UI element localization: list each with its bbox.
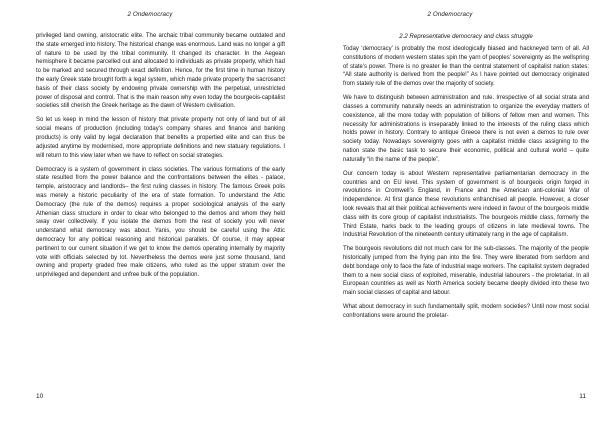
running-head: 2 Ondemocracy — [127, 11, 173, 18]
running-head: 2 Ondemocracy — [427, 11, 473, 18]
paragraph: Democracy is a system of government in class societies. The various formations of the early state resulted from the power balance and the confrontations between the elites - palace, temple, aristocracy and landlords– the first ruling classes in history. The famous Greek polis was merely a historic peculiarity of the era of state formation. To understand the Attic Democracy (the rule of the demos) requires a proper sociological analysis of the early Athenian class structure in order to clear who belonged to the demos and whom they held sway over collectively. If you isolate the demos from the rest of society you will never understand what democracy was about. Yanis, you should be careful using the Attic democracy for any political reasoning and historical parallels. Of course, it may appear pertinent to our current situation if we get to know the demos operating internally by majority vote with officials selected by lot. Nevertheless the demos were just some thousand, land owning and property graded free male citizens, who ruled as the upper stratum over the unprivileged and dependent and unfree bulk of the population. — [36, 166, 285, 279]
body-text — [343, 33, 589, 326]
paragraph: What about democracy in such fundamentally split, modern societies? Until now most social confrontations were around the proletar- — [343, 304, 589, 320]
paragraph: We have to distinguish between administration and rule. Irrespective of all social strata and classes a community naturally needs an administration to organize the everyday matters of coexistence, all the more today with population of billions of fellow men and women. This necessity for administrations is inseparably linked to the interests of the ruling class which holds power in history. Contrary to antique Greece there is not even a demos to rule over society today. Nowadays sovereignty goes with a capitalist middle class assigning to the nation state the basic task to secure their economic, political and cultural world – quite naturally “in the name of the people”. — [343, 95, 589, 163]
page-number: 10 — [36, 393, 44, 400]
paragraph: Today ‘democracy’ is probably the most ideologically biased and hackneyed term of all. All constitutions of modern western states spin the yarn of peoples’ sovereignty as the wellspring of state’s power. There is no greater lie than the central statement of capitalist nation states: “All state authority is derived from the people!” As I have pointed out democracy originated from stately rule of the demos over the majority of society. — [343, 46, 589, 88]
page-number: 11 — [579, 393, 586, 400]
body-text — [36, 32, 285, 285]
paragraph: Our concern today is about Western representative parliamentarian democracy in the countries and on EU level. This system of government is of bourgeois origin forged in revolutions in Cromwell’s England, in France and the American anti-colonial War of Independence. At first glance these revolutions enfranchised all people. However, a closer look reveals that all their political achievements were indeed in favour of the bourgeois middle class with its core group of capitalist industrialists. The bourgeois middle class, formerly the Third Estate, harks back to the leading groups of citizens in late medieval towns. The Industrial Revolution of the nineteenth century ultimately rang in the age of capitalism. — [343, 170, 589, 239]
paragraph: The bourgeois revolutions did not much care for the sub-classes. The majority of the people historically jumped from the frying pan into the fire. They were liberated from serfdom and debt bondage only to face the fate of industrial wage workers. The capitalist system degraded them to a new social class of exploited, miserable, industrial labourers - the proletariat. In all European countries as well as North America society became deeply divided into these two main social classes of capital and labour. — [343, 246, 589, 297]
paragraph: So let us keep in mind the lesson of history that private property not only of land but of all social means of production (including today’s company shares and finance and banking products) is only valid by legal declaration that benefits a propertied elite and can thus be adjusted anytime by modernised, more appropriate definitions and new statuary regulations. I will return to this view later when we have to reflect on social strategies. — [36, 117, 285, 159]
paragraph: privileged land owning, aristocratic elite. The archaic tribal community became outdated and the state emerged into history. The historical change was enormous. Land was no longer a gift of nature to be used by the tribal community. It changed its character. In the Aegean hemisphere it became parcelled out and allocated to individuals as private property, which had to be marked and secured through exact definition. Hence, for the first time in human history the early Greek state brought forth a legal system, which made private property the sacrosanct basis of their class society by endowing private ownership with the perpetual, unrestricted power of disposal and control. That is the main reason why even today the bourgeois-capitalist societies still cherish the Greek heritage as the dawn of Western civilisation. — [36, 33, 285, 110]
section-heading: 2.2 Representative democracy and class struggle — [399, 33, 533, 40]
right-page — [300, 0, 600, 424]
